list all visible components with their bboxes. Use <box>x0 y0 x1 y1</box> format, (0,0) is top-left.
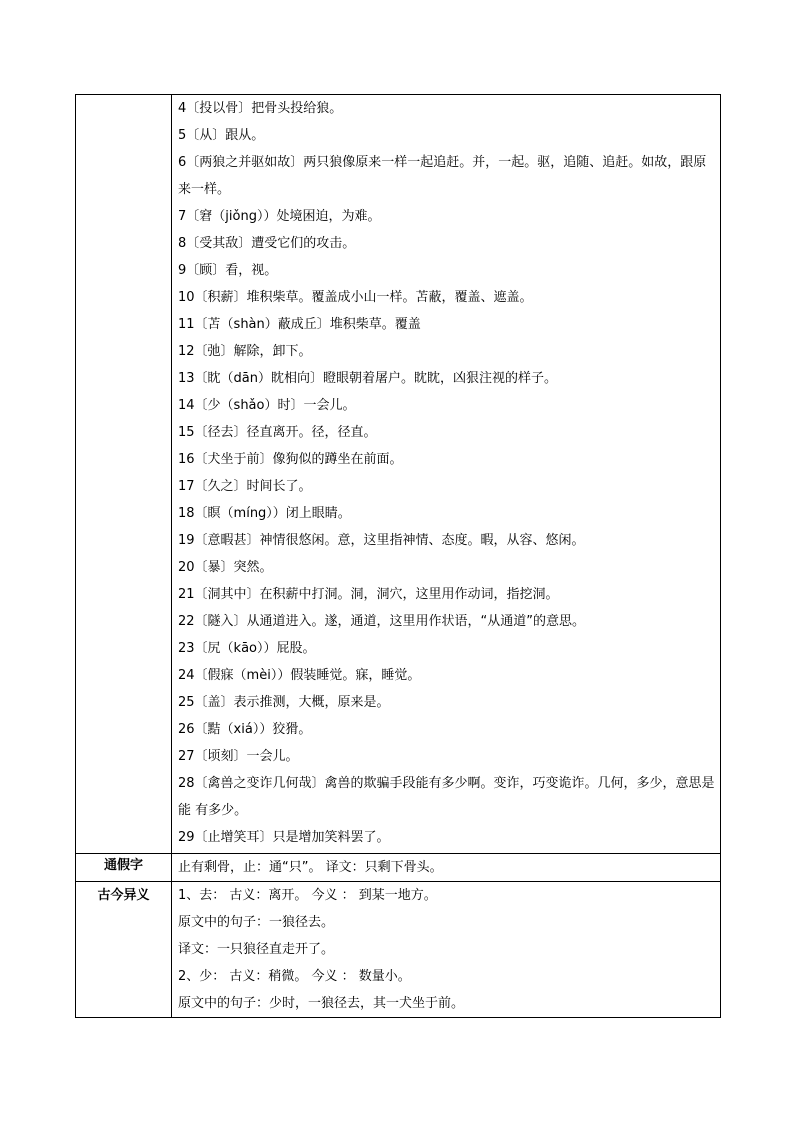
note-item: 25〔盖〕表示推测，大概，原来是。 <box>178 695 390 710</box>
note-item: 12〔弛〕解除，卸下。 <box>178 344 312 359</box>
note-item: 14〔少（shǎo）时〕一会儿。 <box>178 398 356 413</box>
gujin-line: 原文中的句子：一狼径去。 <box>178 915 335 930</box>
note-item: 8〔受其敌〕遭受它们的攻击。 <box>178 236 356 251</box>
tongjia-content-cell <box>172 854 721 882</box>
note-item: 10〔积薪〕堆积柴草。覆盖成小山一样。苫蔽，覆盖、遮盖。 <box>178 290 533 305</box>
note-item: 5〔从〕跟从。 <box>178 128 265 143</box>
note-item: 16〔犬坐于前〕像狗似的蹲坐在前面。 <box>178 452 403 467</box>
gujin-line: 译文：一只狼径直走开了。 <box>178 942 335 957</box>
gujin-line: 2、少： 古义：稍微。 今义 ： 数量小。 <box>178 969 411 984</box>
note-item: 19〔意暇甚〕神情很悠闲。意，这里指神情、态度。暇，从容、悠闲。 <box>178 533 585 548</box>
note-item: 6〔两狼之并驱如故〕两只狼像原来一样一起追赶。并，一起。驱，追随、追赶。如故，跟原来一样。 <box>178 155 707 197</box>
note-item: 18〔瞑（míng））闭上眼睛。 <box>178 506 351 521</box>
notes-list <box>172 95 720 853</box>
tongjia-label: 通假字 <box>103 858 143 873</box>
note-item: 9〔顾〕看，视。 <box>178 263 278 278</box>
gujin-line: 1、去： 古义：离开。 今义 ： 到某一地方。 <box>178 888 437 903</box>
gujin-list <box>172 882 720 1017</box>
notes-label-cell <box>76 95 172 854</box>
gujin-row <box>76 882 721 1018</box>
gujin-content-cell <box>172 882 721 1018</box>
notes-content-cell <box>172 95 721 854</box>
note-item: 23〔尻（kāo））屁股。 <box>178 641 316 656</box>
gujin-label-cell <box>76 882 172 1018</box>
note-item: 7〔窘（jiǒng））处境困迫，为难。 <box>178 209 381 224</box>
note-item: 26〔黠（xiá））狡猾。 <box>178 722 312 737</box>
tongjia-text: 止有剩骨，止：通“只”。 译文：只剩下骨头。 <box>178 860 443 875</box>
note-item: 11〔苫（shàn）蔽成丘〕堆积柴草。覆盖 <box>178 317 421 332</box>
note-item: 17〔久之〕时间长了。 <box>178 479 312 494</box>
gujin-line: 原文中的句子：少时，一狼径去，其一犬坐于前。 <box>178 996 465 1011</box>
note-item: 13〔眈（dān）眈相向〕瞪眼朝着屠户。眈眈，凶狠注视的样子。 <box>178 371 557 386</box>
note-item: 28〔禽兽之变诈几何哉〕禽兽的欺骗手段能有多少啊。变诈，巧变诡诈。几何，多少，意思是能 有多少。 <box>178 776 715 818</box>
notes-table <box>75 94 721 1018</box>
gujin-label: 古今异义 <box>97 888 150 903</box>
note-item: 24〔假寐（mèi））假装睡觉。寐，睡觉。 <box>178 668 421 683</box>
note-item: 20〔暴〕突然。 <box>178 560 273 575</box>
note-item: 29〔止增笑耳〕只是增加笑料罢了。 <box>178 830 390 845</box>
note-item: 22〔隧入〕从通道进入。遂，通道，这里用作状语，“从通道”的意思。 <box>178 614 586 629</box>
note-item: 4〔投以骨〕把骨头投给狼。 <box>178 101 343 116</box>
tongjia-label-cell <box>76 854 172 882</box>
note-item: 21〔洞其中〕在积薪中打洞。洞，洞穴，这里用作动词，指挖洞。 <box>178 587 559 602</box>
note-item: 15〔径去〕径直离开。径，径直。 <box>178 425 377 440</box>
note-item: 27〔顷刻〕一会儿。 <box>178 749 299 764</box>
notes-row <box>76 95 721 854</box>
tongjia-row <box>76 854 721 882</box>
